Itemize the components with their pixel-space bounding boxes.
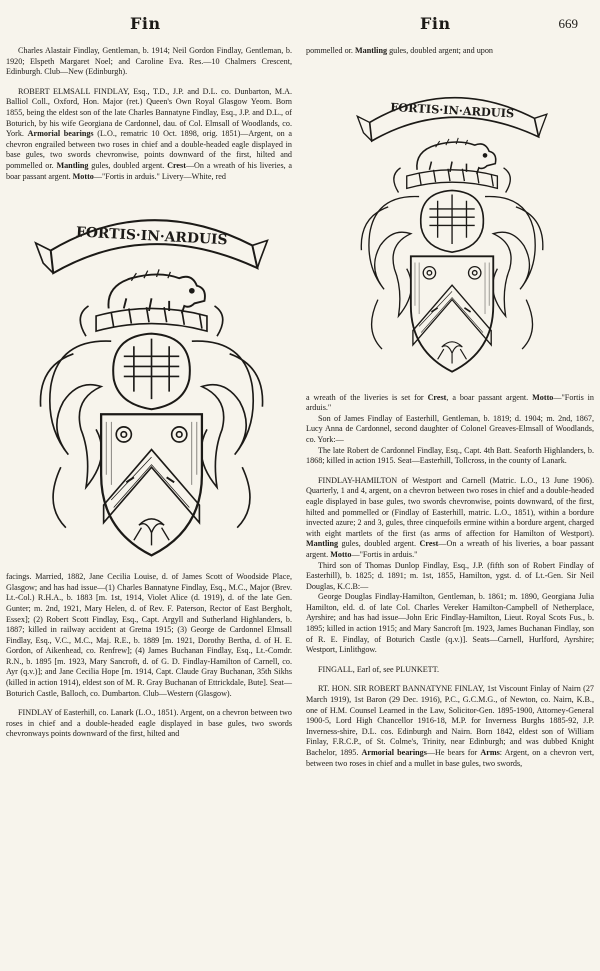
coat-of-arms-engraving: [23, 190, 275, 568]
right-para-crest: [306, 393, 594, 414]
left-para-issue: facings. Married, 1882, Jane Cecilia Louise, d. of James Scott of Woodside Place, Glasgow; and has had issue—(1) Charles Bannatyne Findlay, Esq., M.C., Major (Brev. Lt.-Col.) R.H.A., b. 1883 [m. 1st, 1914, Violet Alice (d. 1919), d. of the late Gen. Gunter; m. 2nd, 1921, Mary Helen, d. of Rev. F. Paterson, Rector of East Bergholt, Essex]; (2) Robert Scott Findlay, Esq., Capt. Argyll and Sutherland Highlanders, b. 1887; killed in railway accident at Gretna 1915; (3) George de Cardonnel Elmsall Findlay, Esq., V.C., M.C., Maj. R.E., b. 1889 [m. 1921, Dorothy Bertha, d. of H. E. Gordon, of Aikenhead, co. Renfrew]; (4) James Buchanan Findlay, Esq., Lt.-Comdr. R.N., b. 1895 [m. 1923, Mary Sancroft, d. of G. D. Findlay-Hamilton of Carnell, co. Ayr (q.v.)]; and Jane Cecilia Hope [m. 1914, Capt. Claude Gray Buchanan, 35th Sikhs (killed in action 1914), eldest son of M. R. Gray Buchanan of Ettrickdale, Bute]. Seat—Boturich Castle, Balloch, co. Dumbarton. Club—Western (Glasgow).: [6, 572, 292, 698]
right-para-robert-de-cardonnel: The late Robert de Cardonnel Findlay, Esq., Capt. 4th Batt. Seaforth Highlanders, b. 1868; killed in action 1915. Seat—Easterhill, Tollcross, in the county of Lanark.: [306, 445, 594, 466]
coat-of-arms-engraving: [347, 65, 553, 390]
crest-text: —On a wreath of his liveries, a boar passant argent.: [6, 160, 293, 181]
running-head-right: Fin: [420, 14, 451, 33]
entry-findlay-of-easterhill: FINDLAY of Easterhill, co. Lanark (L.O., 1851). Argent, on a chevron between two roses in chief and a double-headed eagle displayed in base gules, two swords chevronways points downward of the first, hilted and: [6, 708, 292, 739]
mantling-label: Mantling: [354, 46, 388, 55]
entry-heading: ROBERT ELMSALL FINDLAY, Esq., T.D., J.P. and D.L. co. Dunbarton, M.A. Balliol Coll., Oxford, Hon. Major (ret.) Queen's Own Royal Glasgow Yeom. Born 1855, being the eldest son of the late Charles Bannatyne Findlay, Esq., J.P. and D.L., of Boturich, by his wife Georgiana de Cardonnel, dau. of Col. Elmsall of Woodlands, co. York.: [6, 86, 292, 139]
motto-label: Motto: [330, 549, 352, 559]
mantling-text: gules, doubled argent.: [341, 539, 417, 549]
left-column: [6, 46, 292, 740]
entry-heading: FINDLAY-HAMILTON of Westport and Carnell (Matric. L.O., 13 June 1906). Quarterly, 1 and 4, argent, on a chevron between two roses in chief and a double-headed eagle displayed in base gules, two swords chevronwise, points downward, of the first, hilted and pommelled or (Findlay of Easterhill, matric. L.O., 1851), within a bordure invected azure; 2 and 3, gules, three cinquefoils ermine within a bordure argent, charged with eight martlets of the first (as arms of affection for Hamilton of Westport).: [306, 475, 594, 538]
motto-label: Motto: [72, 171, 94, 181]
right-para-third-son: Third son of Thomas Dunlop Findlay, Esq., J.P. (fifth son of Robert Findlay of Easterhill), b. 1825; d. 1891; m. 1st, 1855, Hamilton, ygst. d. of Lt.-Gen. Sir Neil Douglas, K.C.B:—: [306, 560, 594, 591]
mantling-label: Mantling: [56, 160, 89, 170]
left-para-continuation: Charles Alastair Findlay, Gentleman, b. 1914; Neil Gordon Findlay, Gentleman, b. 1920; Elspeth Margaret Noel; and Caroline Eva. Res.—10 Chalmers Crescent, Edinburgh. Club—New (Edinburgh).: [6, 46, 292, 77]
motto-text: —"Fortis in arduis." Livery—White, red: [93, 171, 226, 181]
arms-label: Arms: [480, 748, 500, 757]
crest-text: —On a wreath of his liveries, a boar passant argent.: [306, 539, 595, 559]
crest-motto-text: FORTIS·IN·ARDUIS: [75, 224, 228, 249]
continuation-text: pommelled or.: [306, 46, 353, 55]
arms-text: : Argent, on a chevron vert, between two roses in chief and a mullet in base gules, two swords,: [306, 748, 595, 768]
mantling-text: gules, doubled argent; and upon: [389, 46, 493, 55]
right-para-george-douglas: George Douglas Findlay-Hamilton, Gentleman, b. 1861; m. 1890, Georgiana Julia Hamilton, eld. d. of late Col. Charles Vereker Hamilton-Campbell of Netherplace, Ayrshire; and has had issue—John Eric Findlay-Hamilton, Lieut. Royal Scots Fus., b. 1895; killed in action 1915; and Mary Sancroft [m. 1923, James Buchanan Findlay, son of R. E. Findlay, of Boturich Castle (q.v.)]. Seats—Carnell, Hurlford, Ayrshire; Westport, Linlithgow.: [306, 592, 594, 655]
crest-label: Crest: [419, 539, 439, 549]
running-head-left: Fin: [130, 14, 161, 33]
mantling-text: gules, doubled argent.: [91, 160, 165, 170]
armorial-bearings-text: (L.O., rematric 10 Oct. 1898, orig. 1851)—Argent, on a chevron engrailed between two roses in chief and a double-headed eagle displayed in base gules, two swords chevronwise, points downward of the first, hilted and pommelled or.: [6, 129, 292, 170]
entry-robert-bannatyne-finlay: [306, 684, 594, 769]
entry-findlay-hamilton: [306, 476, 594, 561]
motto-label: Motto: [532, 392, 554, 402]
right-para-son-of-james: Son of James Findlay of Easterhill, Gentleman, b. 1819; d. 1904; m. 2nd, 1867, Lucy Anna de Cardonnel, second daughter of Colonel Greaves-Elmsall of Woodlands, co. York:—: [306, 413, 594, 444]
armorial-bearings-text: —He bears for: [426, 748, 478, 757]
entry-robert-elmsall-findlay: [6, 87, 292, 182]
right-column: [306, 46, 594, 769]
entry-fingall-cross-reference: FINGALL, Earl of, see PLUNKETT.: [318, 664, 440, 674]
armorial-bearings-label: Armorial bearings: [361, 748, 427, 757]
crest-text: , a boar passant argent.: [446, 392, 529, 402]
page-number: 669: [558, 16, 578, 31]
motto-text: —"Fortis in arduis.": [306, 392, 594, 413]
page-header: [0, 14, 600, 38]
motto-text: —"Fortis in arduis.": [351, 549, 418, 559]
crest-motto-text: FORTIS·IN·ARDUIS: [390, 99, 515, 121]
crest-label: Crest: [427, 392, 447, 402]
armorial-bearings-label: Armorial bearings: [27, 129, 94, 139]
right-para-continuation: [306, 46, 594, 57]
entry-heading: RT. HON. SIR ROBERT BANNATYNE FINLAY, 1st Viscount Finlay of Nairn (27 March 1919), 1st Baron (29 Dec. 1916), P.C., G.C.M.G., of Newton, co. Nairn, K.B., one of H.M. Counsel Learned in the Law, Solicitor-Gen. 1895-1900, Attorney-General 1900-5, Lord High Chancellor 1916-18, M.P. for Inverness Burghs 1885-92, J.P. Inverness-shire, D.L. cos. Edinburgh and Nairn. Born 1842, eldest son of William Finlay, F.R.C.P., of St. Colme's, Trinity, near Edinburgh; and was dubbed Knight Bachelor, 1895.: [306, 684, 594, 757]
crest-label: Crest: [167, 160, 186, 170]
mantling-label: Mantling: [306, 539, 339, 549]
crest-intro-text: a wreath of the liveries is set for: [306, 392, 424, 402]
